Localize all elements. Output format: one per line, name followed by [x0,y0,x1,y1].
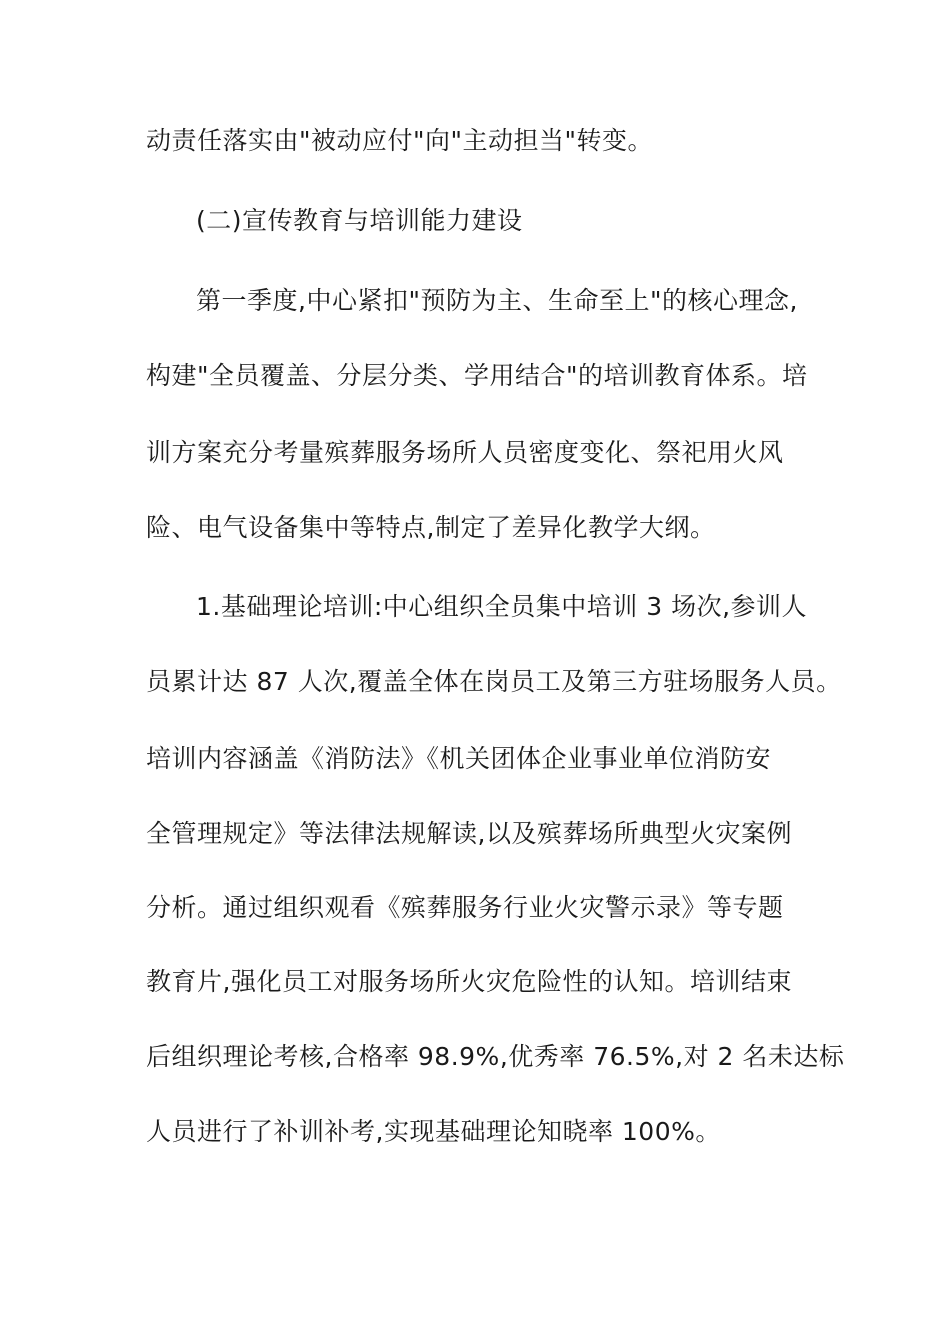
text-line-11: 分析。通过组织观看《殡葬服务行业火灾警示录》等专题 [146,893,784,922]
text-line-8: 员累计达 87 人次,覆盖全体在岗员工及第三方驻场服务人员。 [146,667,842,696]
subsection-line-1: 1.基础理论培训:中心组织全员集中培训 3 场次,参训人 [196,592,808,621]
text-line-9: 培训内容涵盖《消防法》《机关团体企业事业单位消防安 [146,744,772,773]
text-line-1: 动责任落实由"被动应付"向"主动担当"转变。 [146,126,653,155]
text-line-12: 教育片,强化员工对服务场所火灾危险性的认知。培训结束 [146,967,792,996]
text-line-3: 第一季度,中心紧扣"预防为主、生命至上"的核心理念, [196,286,798,315]
text-line-6: 险、电气设备集中等特点,制定了差异化教学大纲。 [146,513,716,542]
section-heading: (二)宣传教育与培训能力建设 [196,206,523,235]
text-line-14: 人员进行了补训补考,实现基础理论知晓率 100%。 [146,1117,721,1146]
text-line-10: 全管理规定》等法律法规解读,以及殡葬场所典型火灾案例 [146,819,792,848]
text-line-13: 后组织理论考核,合格率 98.9%,优秀率 76.5%,对 2 名未达标 [146,1042,845,1071]
text-line-4: 构建"全员覆盖、分层分类、学用结合"的培训教育体系。培 [146,361,808,390]
text-line-5: 训方案充分考量殡葬服务场所人员密度变化、祭祀用火风 [146,438,784,467]
